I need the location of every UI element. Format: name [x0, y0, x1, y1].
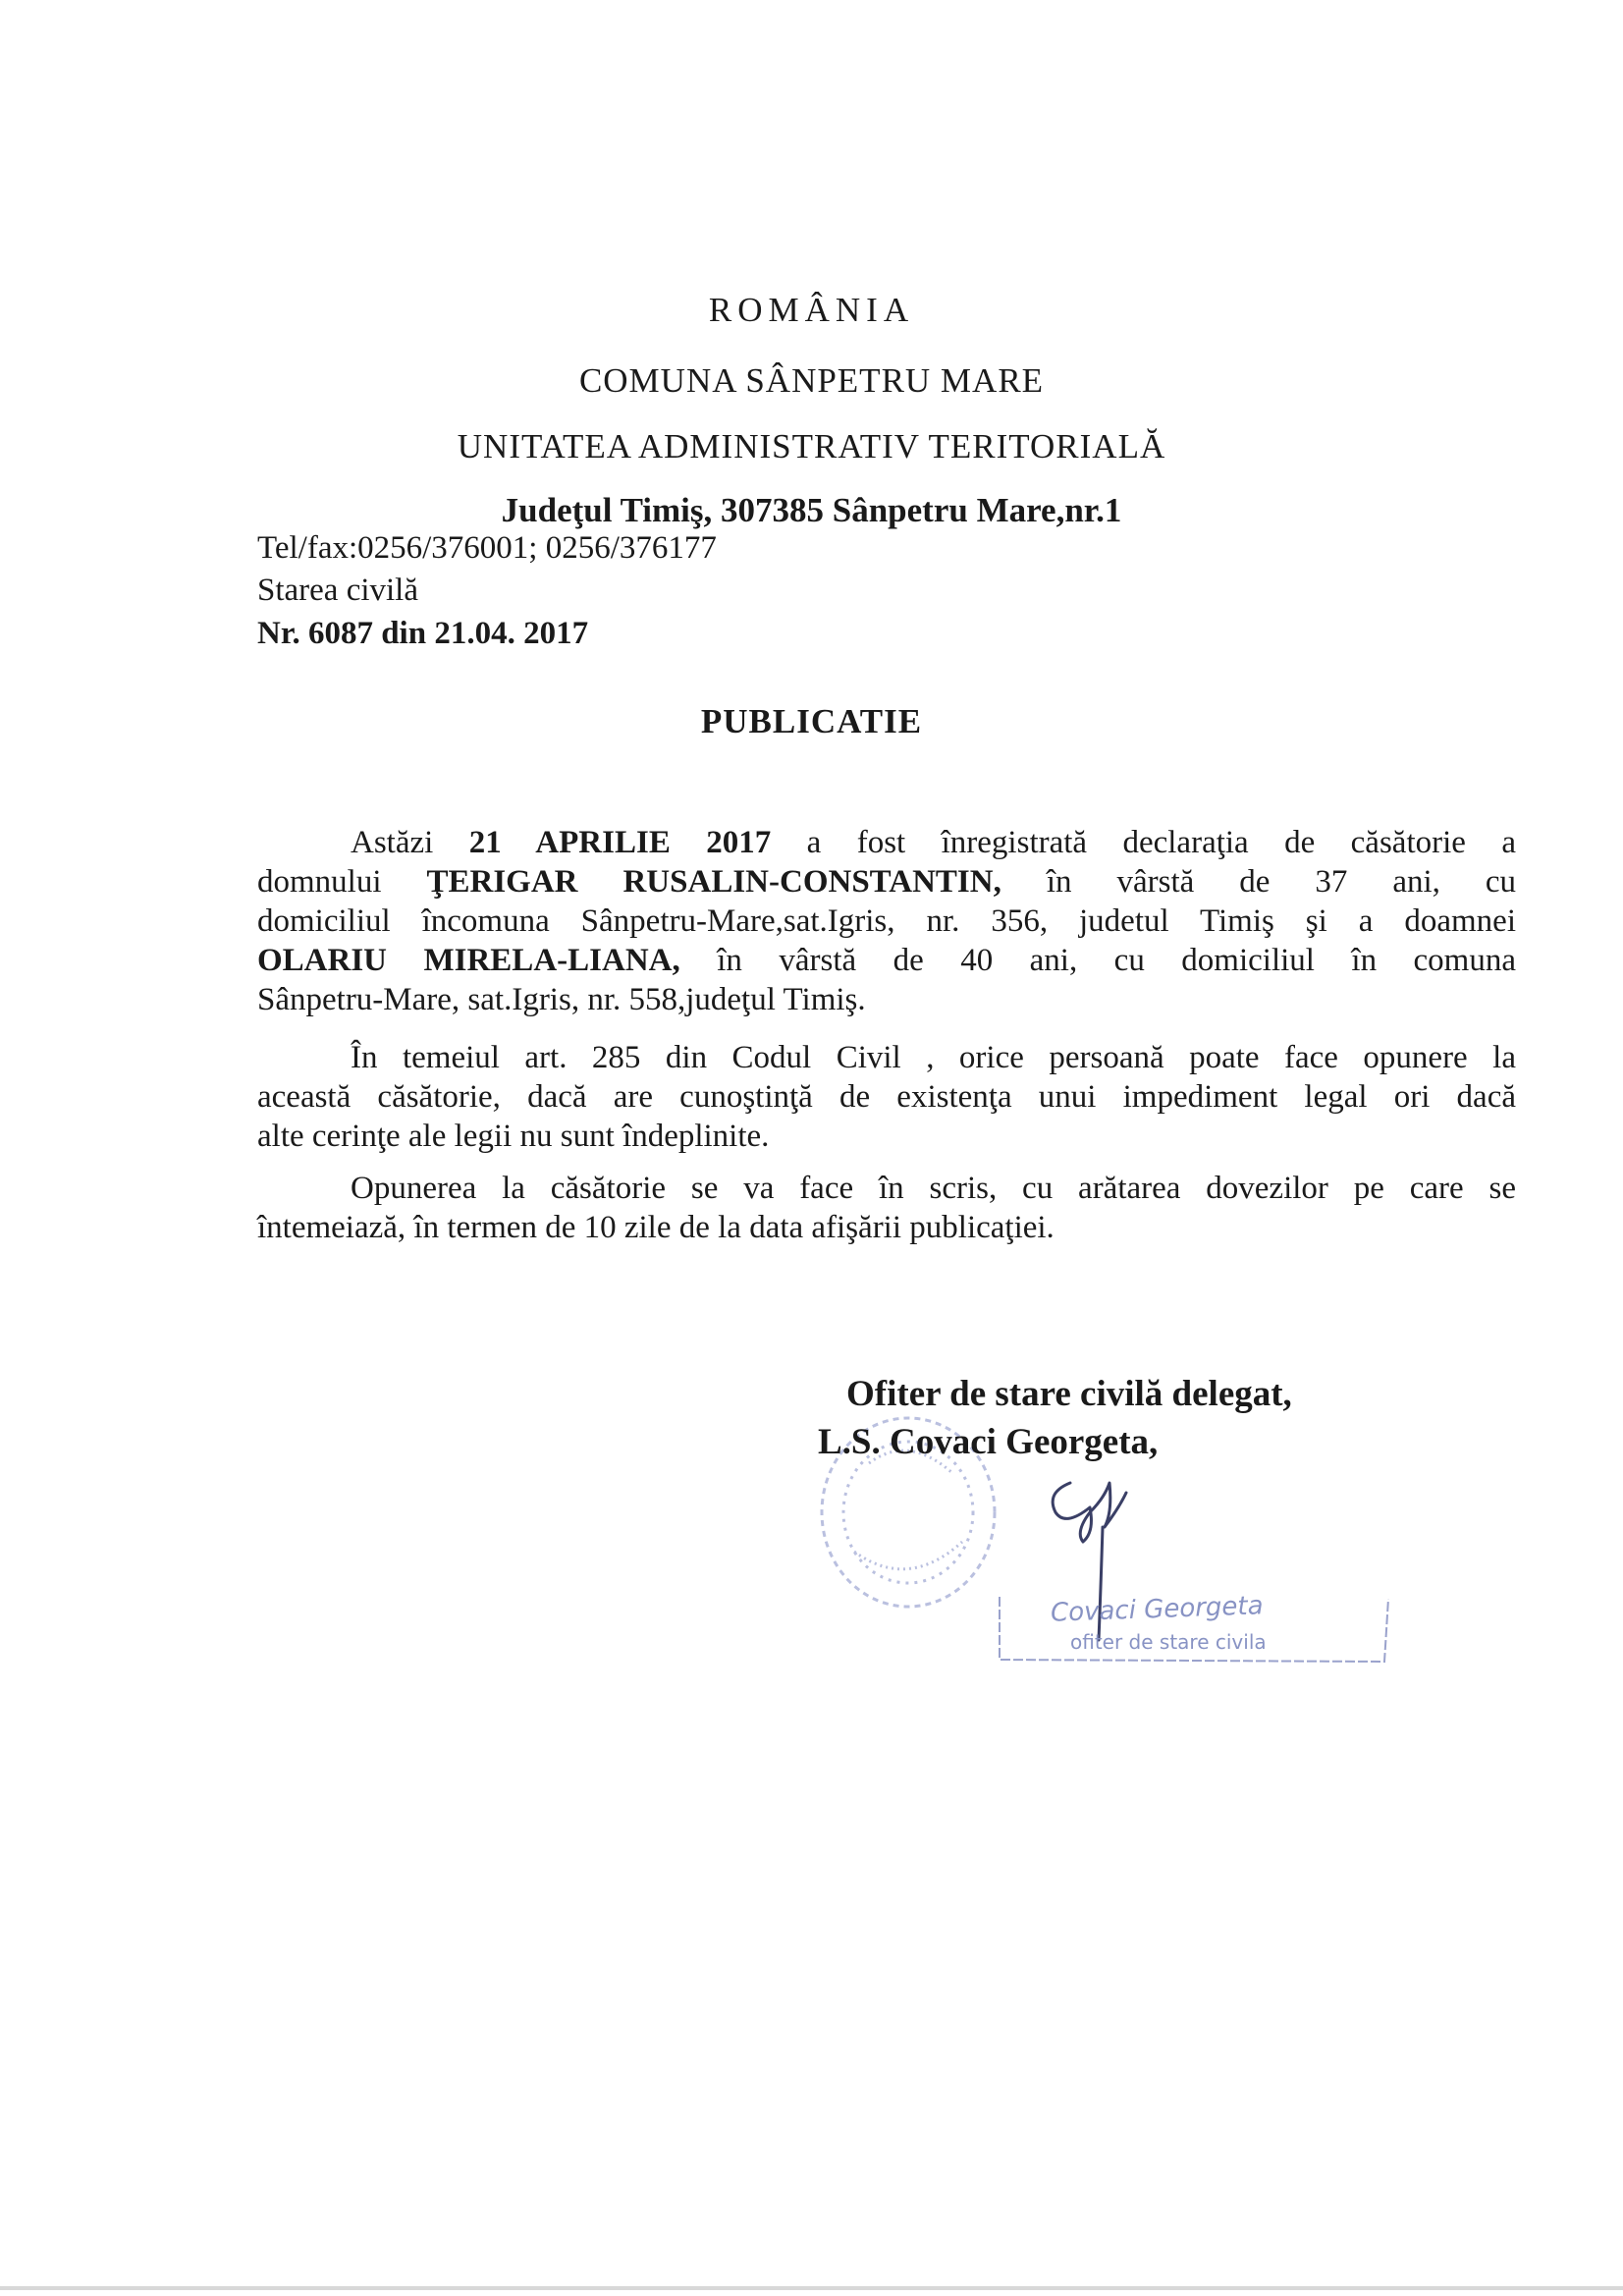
paragraph-line: Sânpetru-Mare, sat.Igris, nr. 558,judeţul Timiş. [257, 982, 866, 1017]
officer-name: L.S. Covaci Georgeta, [818, 1422, 1159, 1462]
paragraph-opposition [257, 1169, 1516, 1247]
paragraph-line: Opunerea la căsătorie se va face în scris, cu arătarea dovezilor pe care se [351, 1171, 1516, 1206]
paragraph-line [257, 941, 1516, 980]
registration-number: Nr. 6087 din 21.04. 2017 [257, 616, 589, 651]
officer-title: Ofiter de stare civilă delegat, [846, 1374, 1292, 1414]
paragraph-line: În temeiul art. 285 din Codul Civil , orice persoană poate face opunere la [351, 1040, 1516, 1075]
paragraph-line: alte cerinţe ale legii nu sunt îndeplinite. [257, 1119, 770, 1154]
bride-name: OLARIU MIRELA-LIANA, [257, 943, 680, 978]
text-fragment: Astăzi [351, 825, 469, 860]
declaration-date: 21 APRILIE 2017 [468, 825, 772, 860]
paragraph-line [257, 862, 1516, 902]
address-line: Judeţul Timiş, 307385 Sânpetru Mare,nr.1 [501, 491, 1122, 529]
paragraph-legal-basis [257, 1038, 1516, 1156]
paragraph-declaration [257, 823, 1516, 1019]
stamp-name: Covaci Georgeta [1050, 1591, 1264, 1628]
department-line: Starea civilă [257, 573, 419, 608]
document-title: PUBLICATIE [700, 702, 923, 740]
groom-name: ŢERIGAR RUSALIN-CONSTANTIN, [426, 864, 1001, 900]
name-stamp [992, 1591, 1394, 1667]
country-heading: ROMÂNIA [708, 291, 915, 329]
text-fragment: în vârstă de 40 ani, cu domiciliul în comuna [679, 943, 1516, 978]
unit-heading: UNITATEA ADMINISTRATIV TERITORIALĂ [457, 427, 1166, 465]
tel-fax-line: Tel/fax:0256/376001; 0256/376177 [257, 530, 717, 566]
text-fragment: domnului [257, 864, 427, 900]
text-fragment: în vârstă de 37 ani, cu [1001, 864, 1516, 900]
commune-heading: COMUNA SÂNPETRU MARE [578, 361, 1045, 400]
paragraph-line: această căsătorie, dacă are cunoştinţă de existenţa unui impediment legal ori dacă [257, 1079, 1516, 1115]
stamp-role: ofiter de stare civila [1070, 1630, 1267, 1654]
paragraph-line: domiciliul încomuna Sânpetru-Mare,sat.Igris, nr. 356, judetul Timiş şi a doamnei [257, 903, 1516, 939]
paragraph-line: întemeiază, în termen de 10 zile de la data afişării publicaţiei. [257, 1210, 1055, 1245]
scan-edge-line [0, 2286, 1623, 2290]
text-fragment: a fost înregistrată declaraţia de căsătorie a [771, 825, 1516, 860]
paragraph-line [257, 823, 1516, 862]
